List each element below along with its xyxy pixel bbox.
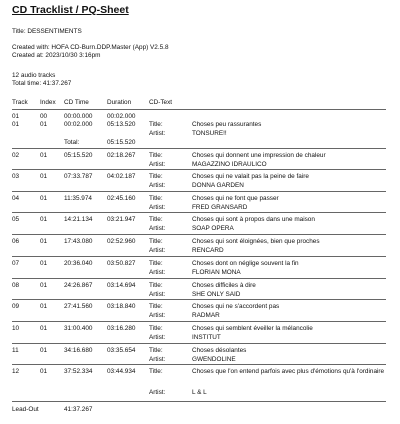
created-at-line: Created at: 2023/10/30 3:16pm (12, 52, 101, 59)
cd-text-title-label: Title: (149, 282, 163, 289)
track-duration: 05:13.520 (107, 121, 136, 128)
page-title: CD Tracklist / PQ-Sheet (12, 4, 129, 16)
cd-title-line: Title: DESSENTIMENTS (12, 28, 82, 35)
cd-text-artist-label: Artist: (149, 130, 166, 137)
header-divider (12, 109, 386, 110)
track-cd-time: 14:21.134 (64, 216, 93, 223)
row-divider (12, 169, 386, 170)
cd-text-artist: FRED GRANSARD (192, 203, 248, 211)
cd-text-title-label: Title: (149, 347, 163, 354)
track-number: 11 (12, 347, 19, 354)
cd-text-artist-label: Artist: (149, 311, 166, 319)
track-index: 01 (40, 260, 48, 267)
cd-text-artist: INSTITUT (192, 333, 221, 341)
track-duration: 02:52.960 (107, 238, 136, 245)
track-cd-time: 34:16.680 (64, 347, 93, 354)
cd-text-title-label: Title: (149, 303, 163, 310)
track-duration: 03:18.840 (107, 303, 136, 310)
cd-text-artist: L & L (192, 388, 207, 396)
cd-text-artist: SHE ONLY SAID (192, 290, 241, 298)
track-number: 12 (12, 368, 20, 375)
row-divider (12, 234, 386, 235)
track-number: 01 (12, 113, 20, 120)
cd-text-title: Choses que l'on entend parfois avec plus d'émotions qu'à l'ordinaire (192, 368, 385, 375)
track-index: 01 (40, 216, 48, 223)
cd-text-title: Choses qui ne valait pas la peine de faire (192, 173, 309, 180)
track-duration: 04:02.187 (107, 173, 136, 180)
row-divider (12, 148, 386, 149)
cd-text-title-label: Title: (149, 325, 163, 332)
track-number: 06 (12, 238, 20, 245)
track-number: 02 (12, 152, 20, 159)
cd-text-title: Choses qui sont à propos dans une maison (192, 216, 315, 223)
cd-text-title: Choses peu rassurantes (192, 121, 262, 128)
column-header-track: Track (12, 99, 28, 106)
track-index: 01 (40, 282, 48, 289)
column-header-cd-text: CD-Text (149, 99, 173, 106)
track-index: 01 (40, 303, 48, 310)
cd-text-title-label: Title: (149, 195, 163, 202)
track-cd-time: 37:52.334 (64, 368, 93, 375)
row-divider (12, 321, 386, 322)
cd-text-title: Choses qui donnent une impression de chaleur (192, 152, 326, 159)
track-cd-time: 00:02.000 (64, 121, 93, 128)
lead-out-time: 41:37.267 (64, 406, 93, 413)
track-number: 09 (12, 303, 20, 310)
cd-text-artist-label: Artist: (149, 246, 166, 254)
cd-text-artist: RENCARD (192, 246, 224, 254)
track-cd-time: 11:35.974 (64, 195, 92, 202)
track-index: 00 (40, 113, 48, 120)
column-header-index: Index (40, 99, 56, 106)
cd-text-artist-label: Artist: (149, 160, 166, 168)
cd-text-artist-label: Artist: (149, 388, 166, 396)
track-index: 01 (40, 121, 48, 128)
track-duration: 02:45.160 (107, 195, 136, 202)
track-index: 01 (40, 195, 48, 202)
cd-text-title-label: Title: (149, 173, 163, 180)
track-number: 10 (12, 325, 20, 332)
row-divider (12, 256, 386, 257)
cd-text-title-label: Title: (149, 152, 163, 159)
track-duration: 03:14.694 (107, 282, 136, 289)
cd-text-title: Choses qui sont éloignées, bien que proches (192, 238, 320, 245)
cd-text-artist: DONNA GARDEN (192, 181, 244, 189)
track-duration: 03:50.827 (107, 260, 136, 267)
created-with-line: Created with: HOFA CD-Burn.DDP.Master (App) V2.5.8 (12, 44, 169, 51)
track-cd-time: 00:00.000 (64, 113, 93, 120)
track-cd-time: 17:43.080 (64, 238, 93, 245)
cd-text-artist-label: Artist: (149, 203, 166, 211)
track-duration: 03:44.934 (107, 368, 136, 375)
track-duration: 03:35.654 (107, 347, 136, 354)
track-index: 01 (40, 238, 48, 245)
cd-text-title: Choses qui ne font que passer (192, 195, 279, 202)
cd-text-title-label: Title: (149, 216, 163, 223)
track-duration: 03:21.947 (107, 216, 136, 223)
audio-track-count: 12 audio tracks (12, 72, 56, 79)
cd-text-artist: TONSURE!! (192, 130, 227, 137)
track-number: 07 (12, 260, 20, 267)
track-index: 01 (40, 347, 48, 354)
row-divider (12, 278, 386, 279)
track-number: 08 (12, 282, 20, 289)
row-divider (12, 343, 386, 344)
track-cd-time: 27:41.560 (64, 303, 93, 310)
column-header-duration: Duration (107, 99, 132, 106)
lead-out-label: Lead-Out (12, 406, 39, 413)
track-cd-time: 31:00.400 (64, 325, 93, 332)
track-cd-time: 20:36.040 (64, 260, 93, 267)
cd-text-artist-label: Artist: (149, 181, 166, 189)
cd-text-artist: RADMAR (192, 311, 220, 319)
cd-text-title: Choses désolantes (192, 347, 247, 354)
track-index: 01 (40, 173, 48, 180)
cd-text-artist: GWENDOLINE (192, 355, 236, 363)
track-total-value: 05:15.520 (107, 139, 136, 146)
row-divider (12, 191, 386, 192)
track-number: 04 (12, 195, 20, 202)
cd-text-title-label: Title: (149, 368, 163, 375)
lead-out-divider (12, 401, 386, 402)
total-time-line: Total time: 41:37.267 (12, 80, 72, 87)
cd-text-artist: SOAP OPERA (192, 224, 234, 232)
track-index: 01 (40, 325, 48, 332)
cd-text-artist-label: Artist: (149, 224, 166, 232)
track-number: 01 (12, 121, 20, 128)
cd-text-artist-label: Artist: (149, 268, 166, 276)
cd-text-title-label: Title: (149, 121, 163, 128)
row-divider (12, 212, 386, 213)
track-cd-time: 24:26.867 (64, 282, 93, 289)
cd-text-artist-label: Artist: (149, 290, 166, 298)
cd-text-title: Choses dont on néglige souvent la fin (192, 260, 299, 267)
row-divider (12, 364, 386, 365)
track-index: 01 (40, 368, 48, 375)
track-number: 03 (12, 173, 20, 180)
cd-text-artist: MAGAZZINO IDRAULICO (192, 160, 267, 168)
track-cd-time: 07:33.787 (64, 173, 93, 180)
cd-text-title: Choses qui semblent éveiller la mélancolie (192, 325, 313, 332)
track-total-label: Total: (64, 139, 80, 146)
cd-text-artist: FLORIAN MONA (192, 268, 241, 276)
cd-text-title-label: Title: (149, 260, 163, 267)
track-duration: 03:16.280 (107, 325, 136, 332)
cd-text-title-label: Title: (149, 238, 163, 245)
cd-text-title: Choses qui ne s'accordent pas (192, 303, 280, 310)
track-number: 05 (12, 216, 20, 223)
row-divider (12, 299, 386, 300)
track-index: 01 (40, 152, 48, 159)
cd-text-artist-label: Artist: (149, 355, 166, 363)
track-duration: 00:02.000 (107, 113, 136, 120)
cd-text-title: Choses difficiles à dire (192, 282, 256, 289)
track-duration: 02:18.267 (107, 152, 136, 159)
track-cd-time: 05:15.520 (64, 152, 93, 159)
cd-text-artist-label: Artist: (149, 333, 166, 341)
column-header-cd-time: CD Time (64, 99, 89, 106)
